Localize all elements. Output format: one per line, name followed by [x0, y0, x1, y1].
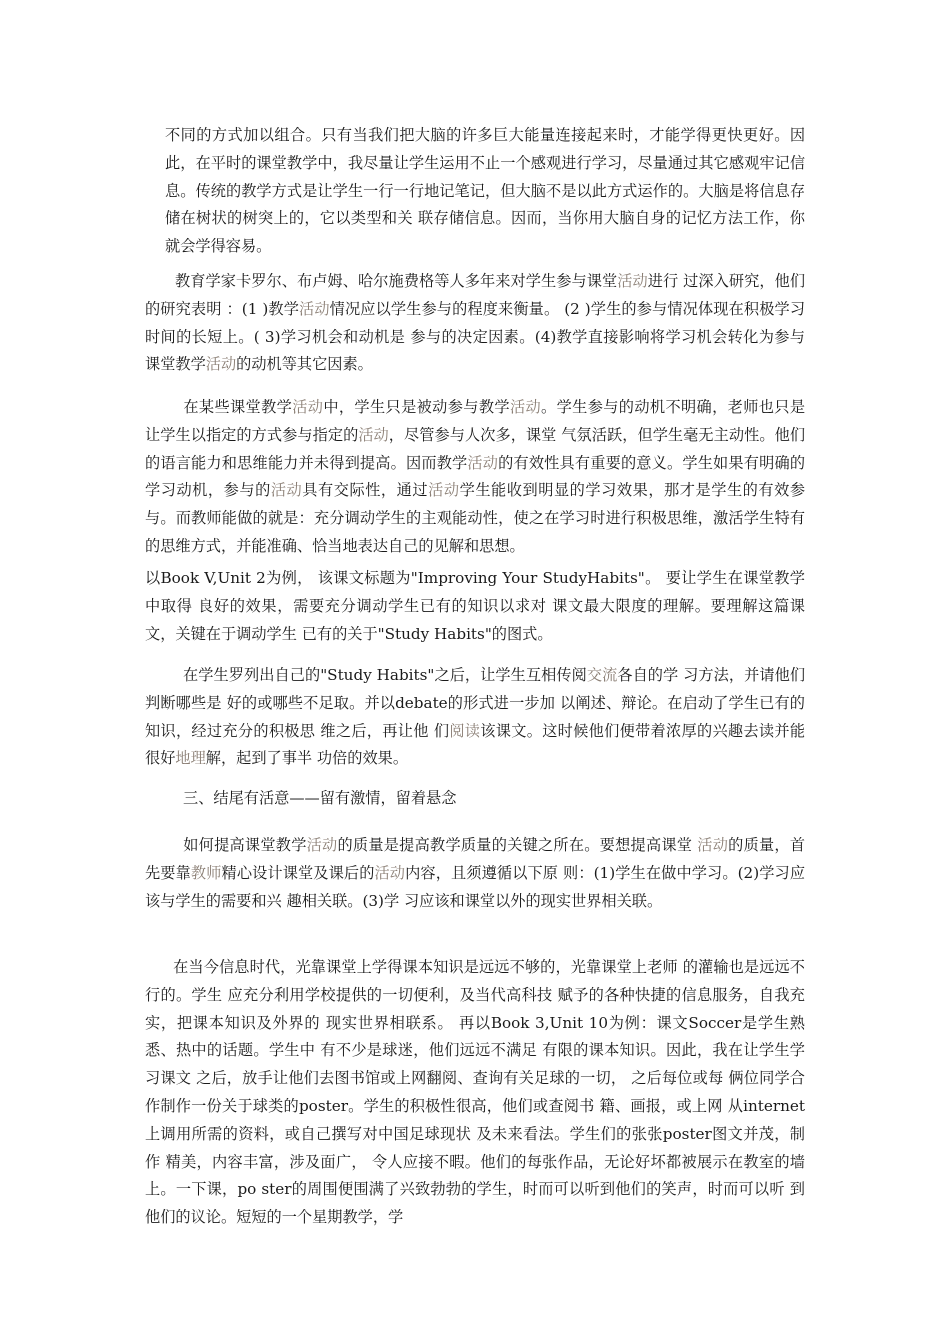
section-heading: [145, 785, 805, 813]
paragraph-text: 各自的学 习方法，并请他们判断哪些是 好的或哪些不足取。并以debate的形式进一步加 以阐述、辩论。在启动了学生已有的知识，经过充分的积极思 维之后，再让他 们: [145, 666, 806, 740]
heading-text: 三、结尾有活意——留有激情，留着悬念: [183, 789, 457, 807]
highlight-link[interactable]: 活动: [299, 299, 330, 318]
paragraph-text: 教育学家卡罗尔、布卢姆、哈尔施费格等人多年来对学生参与课堂: [175, 272, 618, 290]
paragraph-3: [145, 394, 805, 561]
paragraph-4: [145, 565, 805, 648]
paragraph-text: 进行 过深入研究，他们的研究表明 ：(1 )教学: [145, 272, 806, 318]
paragraph-8: [145, 954, 805, 1232]
paragraph-text: 解，起到了事半 功倍的效果。: [205, 749, 409, 768]
highlight-link[interactable]: 活动: [374, 863, 406, 882]
paragraph-text: 具有交际性，通过: [302, 481, 429, 500]
paragraph-text: 的动机等其它因素。: [236, 355, 373, 374]
paragraph-text: 以Book V,Unit 2为例， 该课文标题为"Improving Your StudyHabits"。 要让学生在课堂教学中取得 良好的效果，需要充分调动学生已有的知识以求对 课文最大限度的理解。要理解这篇课文，关键在于调动学生 已有的关于"Study Habits"的图式。: [145, 569, 805, 643]
highlight-link[interactable]: 地理: [175, 749, 206, 768]
paragraph-text: 在学生罗列出自己的"Study Habits"之后，让学生互相传阅: [183, 666, 587, 684]
paragraph-text: 在当今信息时代，光靠课堂上学得课本知识是远远不够的，光靠课堂上老师 的灌输也是远远不行的。学生 应充分利用学校提供的一切便利，及当代高科技 赋予的各种快捷的信息服务，自我充实，把课本知识及外界的 现实世界相联系。 再以Book 3,Unit 10为例：课文Soccer是学生熟悉、热中的话题。学生中 有不少是球迷，他们远远不满足 有限的课本知识。因此，我在让学生学习课文 之后，放手让他们去图书馆或上网翻阅、查询有关足球的一切， 之后每位或每 俩位同学合作制作一份关于球类的poster。学生的积极性很高，他们或查阅书 籍、画报，或上网 从internet上调用所需的资料，或自己撰写对中国足球现状 及未来看法。学生们的张张poster图文并茂，制作 精美，内容丰富，涉及面广， 令人应接不暇。他们的每张作品，无论好坏都被展示在教室的墙上。一下课，po ster的周围便围满了兴致勃勃的学生，时而可以听到他们的笑声，时而可以听 到他们的议论。短短的一个星期教学，学: [145, 958, 805, 1227]
highlight-link[interactable]: 活动: [270, 481, 303, 500]
paragraph-text: 如何提高课堂教学: [183, 836, 307, 854]
highlight-link[interactable]: 教师: [190, 863, 222, 882]
paragraph-1: [165, 122, 805, 261]
highlight-link[interactable]: 活动: [358, 425, 389, 444]
highlight-link[interactable]: 活动: [467, 453, 499, 472]
paragraph-text: 的质量，首先要靠: [145, 836, 806, 882]
paragraph-text: 中，学生只是被动参与教学: [323, 398, 510, 416]
highlight-link[interactable]: 活动: [617, 272, 648, 290]
paragraph-text: 该课文。这时候他们便带着浓厚的兴趣去读并能很好: [145, 721, 806, 768]
highlight-link[interactable]: 活动: [292, 398, 324, 416]
paragraph-text: 在某些课堂教学: [183, 398, 293, 416]
paragraph-text: 内容，且须遵循以下原 则：(1)学生在做中学习。(2)学习应该与学生的需要和兴 趣相关联。(3)学 习应该和课堂以外的现实世界相关联。: [145, 863, 806, 910]
highlight-link[interactable]: 活动: [697, 836, 729, 854]
highlight-link[interactable]: 阅读: [449, 721, 481, 740]
paragraph-text: 不同的方式加以组合。只有当我们把大脑的许多巨大能量连接起来时，才能学得更快更好。因此，在平时的课堂教学中，我尽量让学生运用不止一个感观进行学习，尽量通过其它感观牢记信息。传统的教学方式是让学生一行一行地记笔记，但大脑不是以此方式运作的。大脑是将信息存储在树状的树突上的，它以类型和关 联存储信息。因而，当你用大脑自身的记忆方法工作，你就会学得容易。: [165, 126, 805, 256]
paragraph-7: [145, 832, 805, 915]
highlight-link[interactable]: 活动: [428, 481, 460, 500]
paragraph-text: 学生能收到明显的学习效果，那才是学生的有效参与。而教师能做的就是：充分调动学生的主观能动性，使之在学习时进行积极思维，激活学生特有的思维方式，并能准确、恰当地表达自己的见解和思想。: [145, 481, 806, 555]
highlight-link[interactable]: 活动: [509, 398, 542, 416]
paragraph-5: [145, 662, 805, 773]
highlight-link[interactable]: 交流: [586, 666, 618, 684]
paragraph-text: ，尽管参与人次多，课堂 气氛活跃，但学生毫无主动性。他们的语言能力和思维能力并未得到提高。因而教学: [145, 425, 806, 472]
paragraph-text: 精心设计课堂及课后的: [221, 863, 375, 882]
paragraph-text: 的质量是提高教学质量的关键之所在。要想提高课堂: [337, 836, 698, 854]
paragraph-text: 的有效性具有重要的意义。学生如果有明确的学习动机，参与的: [145, 453, 806, 500]
paragraph-text: 情况应以学生参与的程度来衡量。 (2 )学生的参与情况体现在积极学习时间的长短上。( 3)学习机会和动机是 参与的决定因素。(4)教学直接影响将学习机会转化为参与课堂教学: [145, 299, 806, 374]
highlight-link[interactable]: 活动: [306, 836, 338, 854]
paragraph-text: 。学生参与的动机不明确，老师也只是让学生以指定的方式参与指定的: [145, 398, 806, 444]
paragraph-2: [145, 268, 805, 379]
highlight-link[interactable]: 活动: [205, 355, 237, 374]
